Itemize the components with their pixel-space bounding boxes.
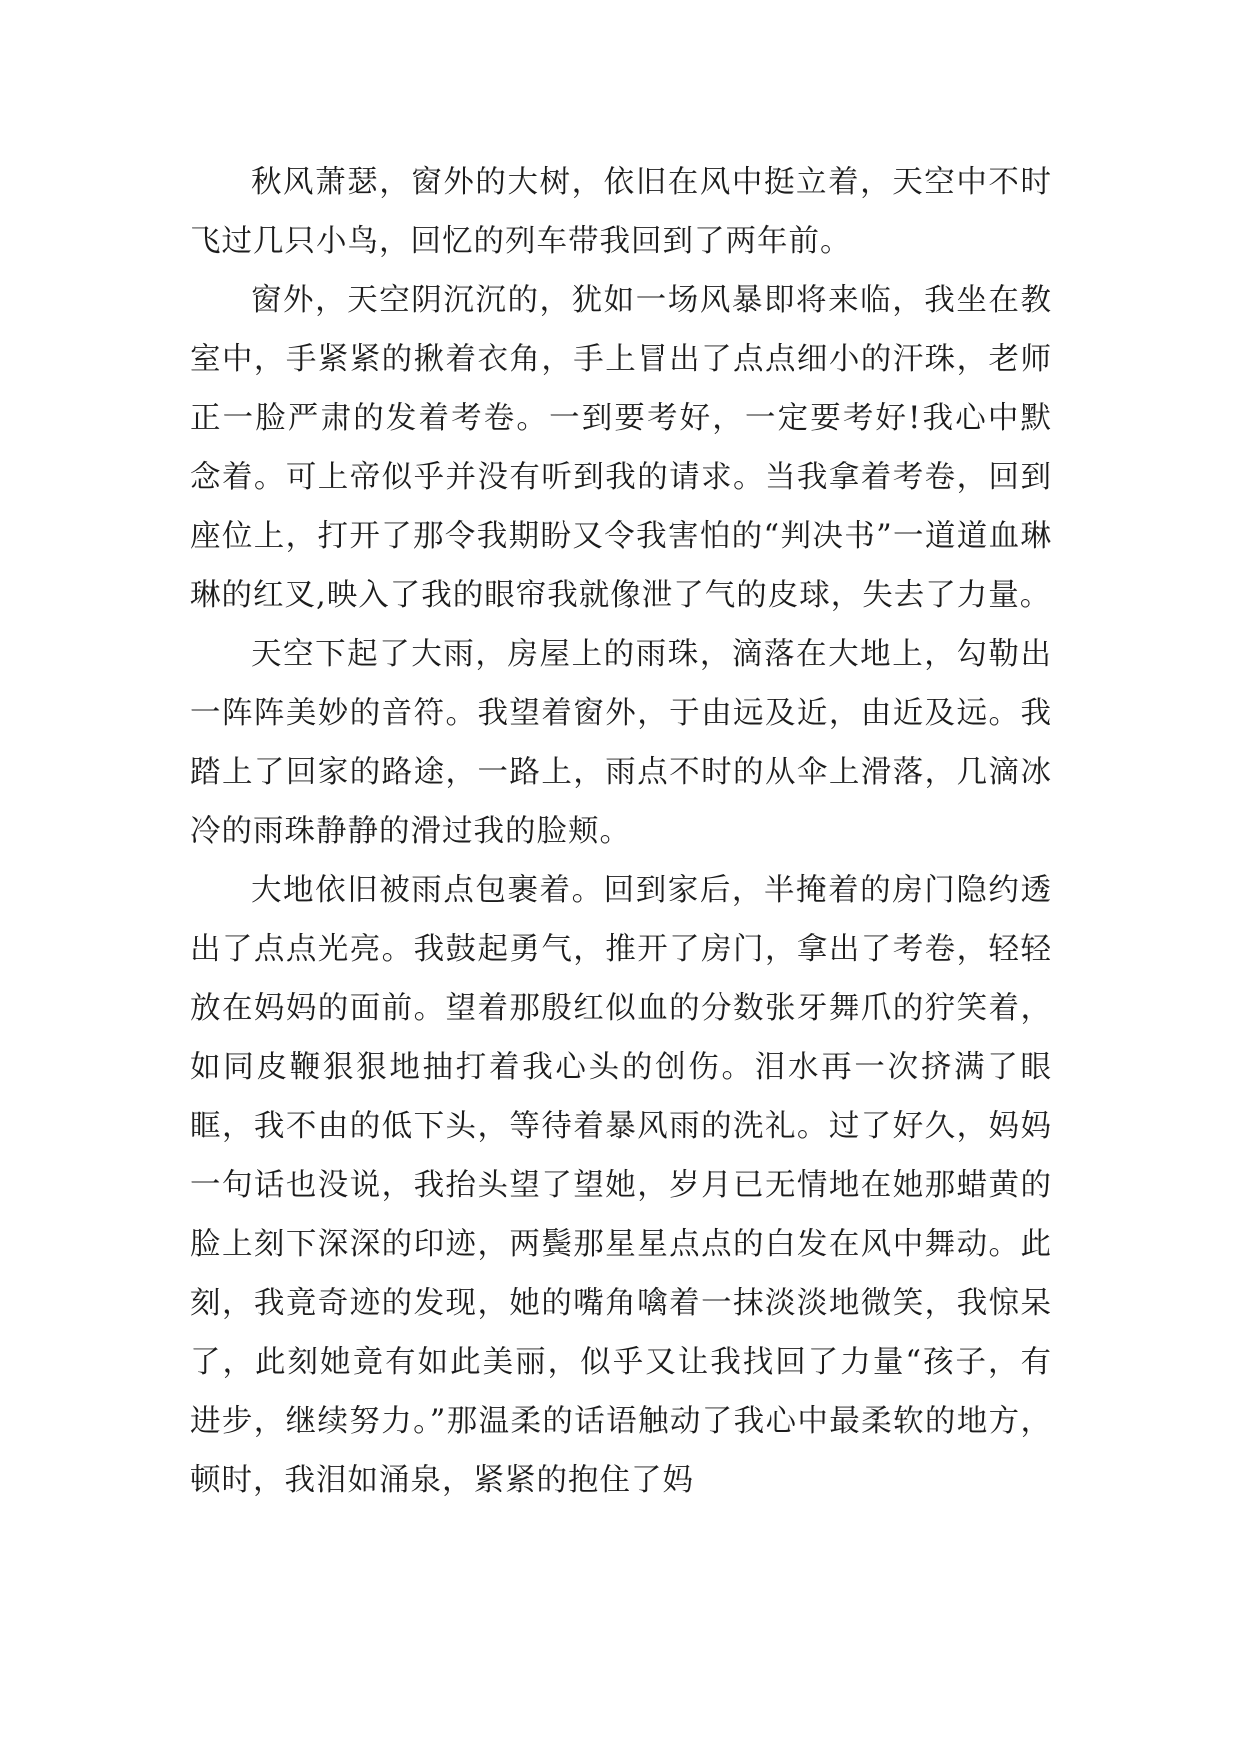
essay-body	[190, 153, 1052, 1510]
paragraph-2: 窗外，天空阴沉沉的，犹如一场风暴即将来临，我坐在教室中，手紧紧的揪着衣角，手上冒出了点点细小的汗珠，老师正一脸严肃的发着考卷。一到要考好，一定要考好!我心中默念着。可上帝似乎并没有听到我的请求。当我拿着考卷，回到座位上，打开了那令我期盼又令我害怕的“判决书”一道道血琳琳的红叉,映入了我的眼帘我就像泄了气的皮球，失去了力量。	[190, 283, 1052, 613]
paragraph-3: 天空下起了大雨，房屋上的雨珠，滴落在大地上，勾勒出一阵阵美妙的音符。我望着窗外，于由远及近，由近及远。我踏上了回家的路途，一路上，雨点不时的从伞上滑落，几滴冰冷的雨珠静静的滑过我的脸颊。	[190, 637, 1052, 849]
paragraph-4: 大地依旧被雨点包裹着。回到家后，半掩着的房门隐约透出了点点光亮。我鼓起勇气，推开了房门，拿出了考卷，轻轻放在妈妈的面前。望着那殷红似血的分数张牙舞爪的狞笑着，如同皮鞭狠狠地抽打着我心头的创伤。泪水再一次挤满了眼眶，我不由的低下头，等待着暴风雨的洗礼。过了好久，妈妈一句话也没说，我抬头望了望她，岁月已无情地在她那蜡黄的脸上刻下深深的印迹，两鬓那星星点点的白发在风中舞动。此刻，我竟奇迹的发现，她的嘴角噙着一抹淡淡地微笑，我惊呆了，此刻她竟有如此美丽，似乎又让我找回了力量“孩子，有进步，继续努力。”那温柔的话语触动了我心中最柔软的地方，顿时，我泪如涌泉，紧紧的抱住了妈	[190, 873, 1052, 1498]
paragraph-1: 秋风萧瑟，窗外的大树，依旧在风中挺立着，天空中不时飞过几只小鸟，回忆的列车带我回到了两年前。	[190, 165, 1052, 259]
